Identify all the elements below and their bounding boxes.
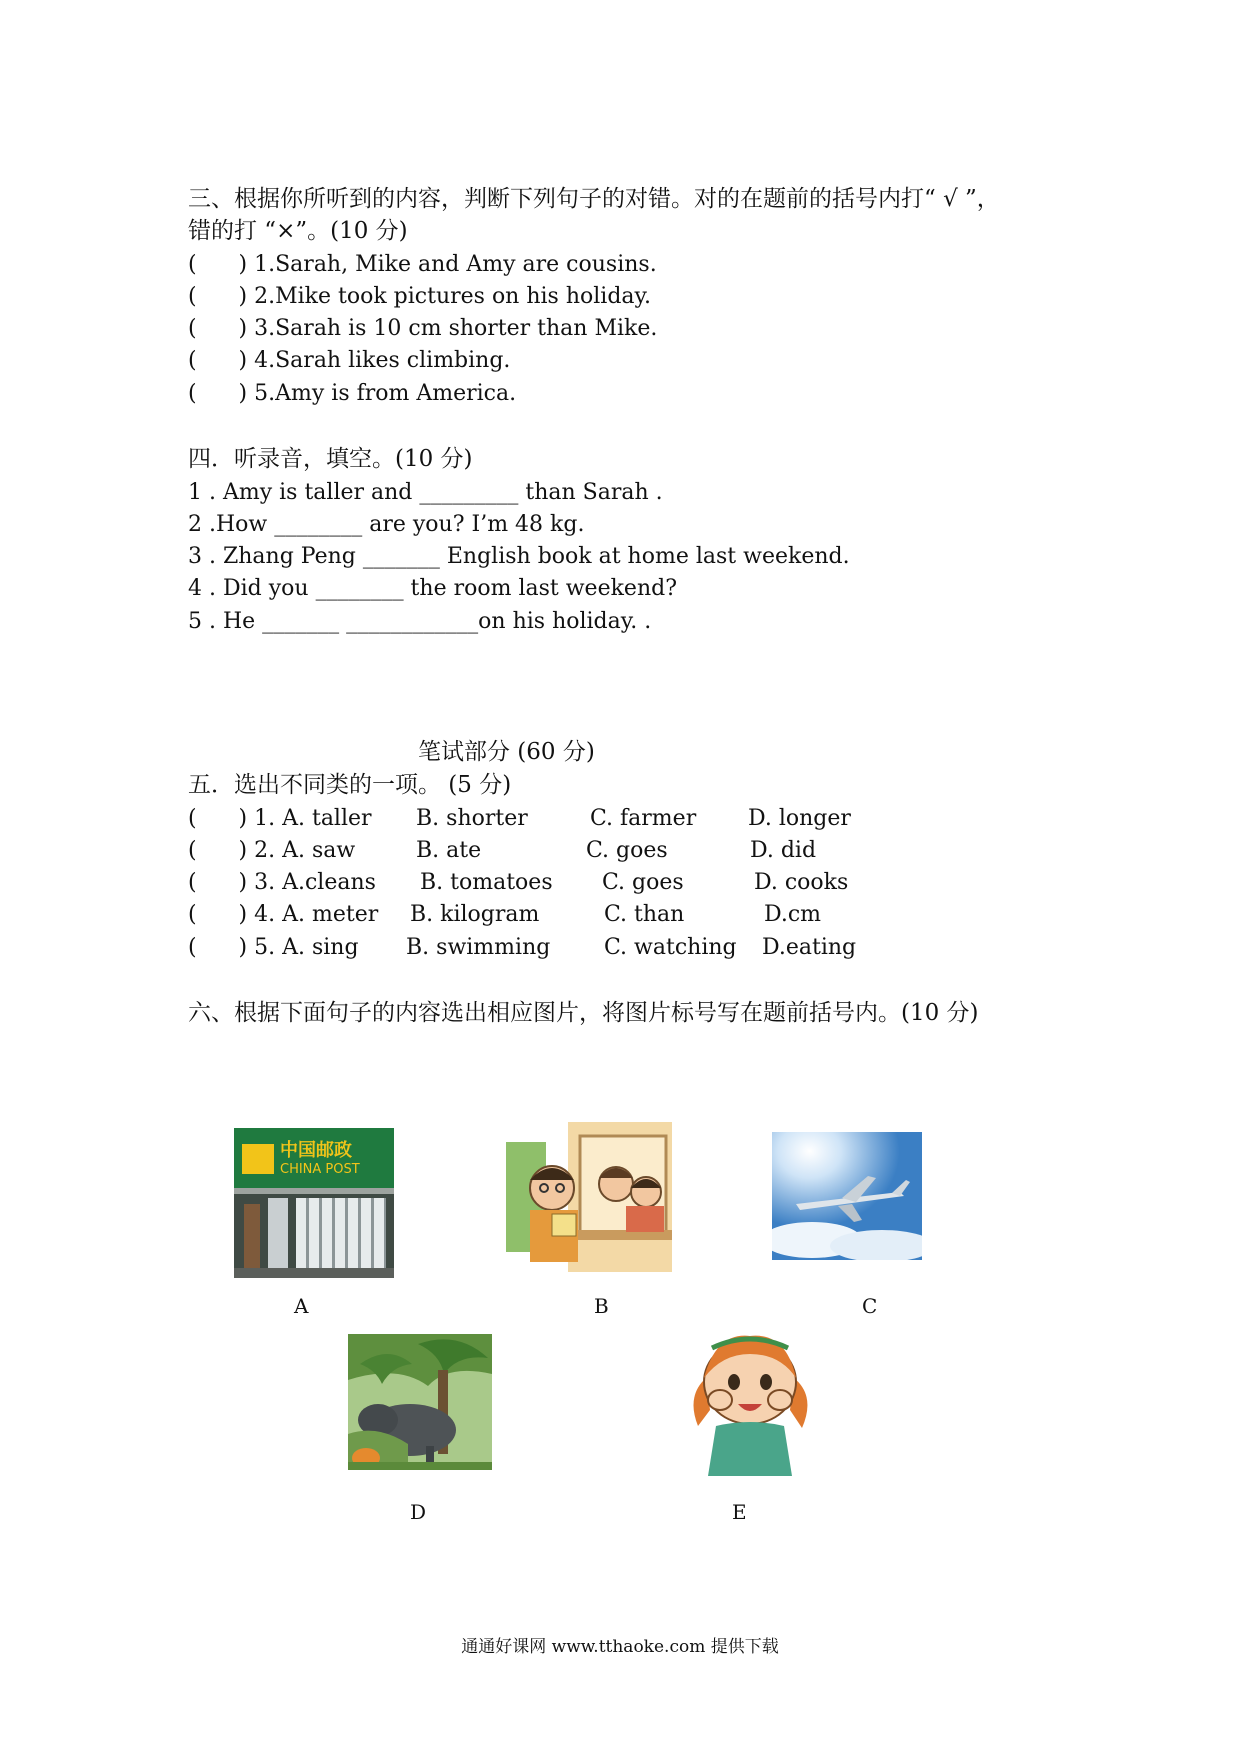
china-post-photo: [234, 1128, 394, 1278]
footer-text: 通通好课网 www.tthaoke.com 提供下载: [461, 1637, 779, 1657]
question-option-d: D. longer: [748, 806, 851, 831]
question-option-c: C. watching: [604, 935, 737, 960]
question-option-c: C. goes: [586, 838, 668, 863]
picture-label-e: E: [732, 1500, 747, 1524]
section6-title: 六、根据下面句子的内容选出相应图片，将图片标号写在题前括号内。(10 分): [188, 1000, 979, 1026]
section3-title-line2: 错的打 “×”。(10 分): [188, 218, 408, 244]
list-item: 1 . Amy is taller and _________ than Sarah .: [188, 480, 663, 505]
family-window-cartoon: [506, 1122, 672, 1272]
question-option-b: B. kilogram: [410, 902, 540, 927]
airplane-photo: [772, 1132, 922, 1260]
list-item: ( ) 4.Sarah likes climbing.: [188, 348, 511, 373]
list-item: 2 .How ________ are you? I’m 48 kg.: [188, 512, 585, 537]
list-item: ( ) 5.Amy is from America.: [188, 381, 517, 406]
question-option-b: B. tomatoes: [420, 870, 553, 895]
picture-label-d: D: [410, 1500, 427, 1524]
question-option-c: C. farmer: [590, 806, 697, 831]
question-option-b: B. ate: [416, 838, 482, 863]
question-option-a: ( ) 2. A. saw: [188, 838, 356, 863]
list-item: ( ) 1.Sarah, Mike and Amy are cousins.: [188, 252, 657, 277]
question-option-d: D.cm: [764, 902, 822, 927]
question-option-c: C. goes: [602, 870, 684, 895]
china-post-sign-cn: 中国邮政: [280, 1140, 352, 1161]
question-option-a: ( ) 3. A.cleans: [188, 870, 376, 895]
list-item: ( ) 3.Sarah is 10 cm shorter than Mike.: [188, 316, 658, 341]
list-item: 5 . He _______ ____________on his holiday. .: [188, 609, 652, 634]
list-item: ( ) 2.Mike took pictures on his holiday.: [188, 284, 652, 309]
picture-label-c: C: [862, 1294, 878, 1318]
written-part-title: 笔试部分 (60 分): [418, 739, 595, 765]
china-post-sign-en: CHINA POST: [280, 1162, 360, 1177]
picture-label-b: B: [594, 1294, 609, 1318]
question-option-c: C. than: [604, 902, 685, 927]
question-option-d: D.eating: [762, 935, 857, 960]
list-item: 3 . Zhang Peng _______ English book at home last weekend.: [188, 544, 850, 569]
question-option-b: B. swimming: [406, 935, 551, 960]
section4-title: 四．听录音，填空。(10 分): [188, 446, 473, 472]
question-option-d: D. did: [750, 838, 817, 863]
question-option-d: D. cooks: [754, 870, 849, 895]
question-option-b: B. shorter: [416, 806, 528, 831]
section3-title-line1: 三、根据你所听到的内容，判断下列句子的对错。对的在题前的括号内打“ √ ”，: [188, 186, 1000, 212]
jungle-cartoon: [348, 1334, 492, 1470]
question-option-a: ( ) 1. A. taller: [188, 806, 372, 831]
picture-label-a: A: [294, 1294, 309, 1318]
girl-cartoon: [676, 1326, 824, 1476]
section5-title: 五．选出不同类的一项。 (5 分): [188, 772, 512, 798]
list-item: 4 . Did you ________ the room last weekend?: [188, 576, 677, 601]
question-option-a: ( ) 4. A. meter: [188, 902, 379, 927]
question-option-a: ( ) 5. A. sing: [188, 935, 359, 960]
